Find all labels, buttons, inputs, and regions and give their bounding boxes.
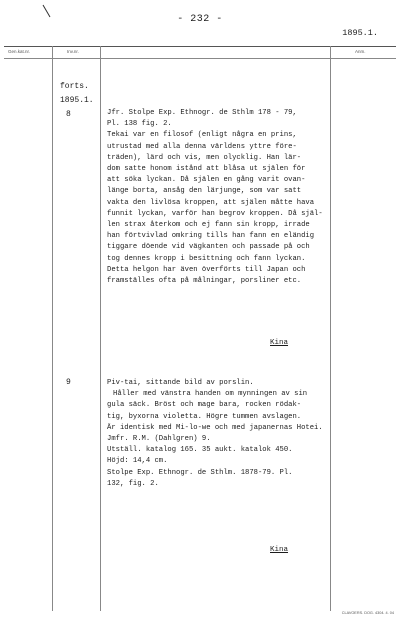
entry-line: vakta den livlösa kroppen, att själen måtte hava <box>107 198 315 207</box>
entry-line: framställes ofta på målningar, porsliner etc. <box>107 277 302 286</box>
column-label-anm: Anm. <box>355 49 366 54</box>
column-divider <box>100 46 101 611</box>
entry-description <box>107 378 333 490</box>
origin-tag: Kina <box>270 546 289 554</box>
continuation-label: forts. <box>60 82 89 91</box>
entry-line: träden), lärd och vis, men olycklig. Han lär- <box>107 153 302 162</box>
entry-line: utrustad med alla denna världens yttre före- <box>107 142 297 151</box>
entry-line: len strax återkom och ej fann sin kropp, irrade <box>107 221 310 230</box>
header-rule <box>4 46 396 47</box>
column-label-inv: Inv.nr. <box>67 49 79 54</box>
entry-line: Piv-tai, sittande bild av porslin. <box>107 379 254 387</box>
entry-line: Höjd: 14,4 cm. <box>107 457 168 466</box>
entry-line: att söka lyckan. Då själen en gång varit ovan- <box>107 176 306 185</box>
entry-line: 132, fig. 2. <box>107 479 159 488</box>
entry-line: tog dennes kropp i besittning och fann lyckan. <box>107 254 306 263</box>
form-code: CLAVOERS. DOG. 4304. 4. 04 <box>341 611 394 615</box>
entry-line: funnit lyckan, varför han begrov kroppen. Då själ- <box>107 209 323 218</box>
entry-line: Håller med vänstra handen om mynningen av sin <box>113 390 308 399</box>
entry-line: gula säck. Bröst och mage bara, rocken rödak- <box>107 401 302 410</box>
entry-line: tig, byxorna violetta. Högre tummen avslagen. <box>107 412 302 421</box>
entry-line: Utställ. katalog 165. 35 aukt. katalok 450. <box>107 446 293 455</box>
entry-line: dom satte honom istånd att blåsa ut själen för <box>107 165 306 174</box>
entry-number: 8 <box>66 110 71 119</box>
column-divider <box>52 46 53 611</box>
continuation-year: 1895.1. <box>60 96 94 105</box>
header-rule-bottom <box>4 58 396 59</box>
entry-line: Stolpe Exp. Ethnogr. de Sthlm. 1878-79. Pl. <box>107 468 293 477</box>
entry-line: Detta helgon har även överförts till Japan och <box>107 265 306 274</box>
entry-description <box>107 108 333 287</box>
entry-line: Jfr. Stolpe Exp. Ethnogr. de Sthlm 178 - 79, <box>107 109 297 117</box>
entry-line: han förtvivlad omkring tills han fann en eländig <box>107 232 315 241</box>
entry-line: länge borta, ansåg den lärjunge, som var satt <box>107 187 302 196</box>
entry-line: Pl. 138 fig. 2. <box>107 120 172 129</box>
column-label-gen-kat: Gen.kat.nr. <box>8 49 31 54</box>
entry-number: 9 <box>66 378 71 387</box>
origin-tag: Kina <box>270 339 289 347</box>
year-header: 1895.1. <box>342 28 378 38</box>
page-number: - 232 - <box>177 14 223 25</box>
entry-line: Tekai var en filosof (enligt några en prins, <box>107 131 297 140</box>
entry-line: Är identisk med Mi-lo-we och med japanernas Hotei. <box>107 423 323 432</box>
entry-line: tiggare döende vid vägkanten och passade på och <box>107 243 310 252</box>
entry-line: Jmfr. R.M. (Dahlgren) 9. <box>107 435 211 444</box>
